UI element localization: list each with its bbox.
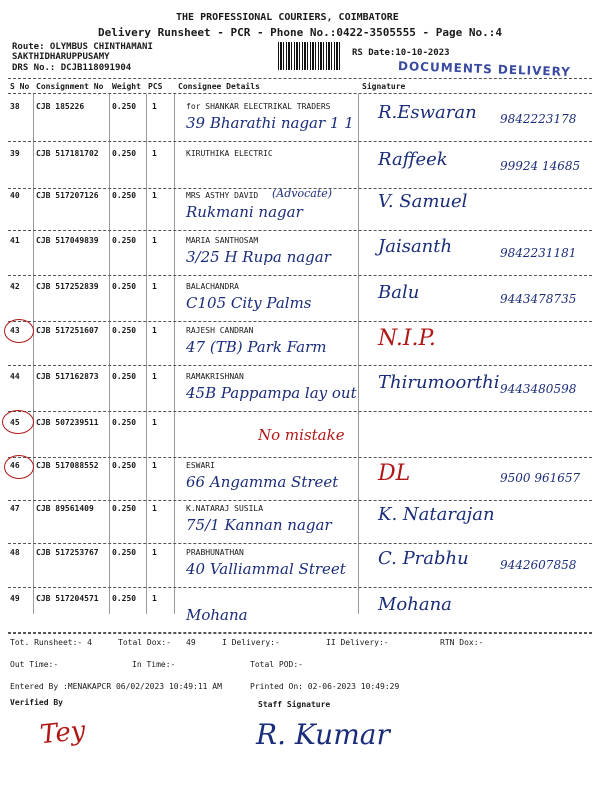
row-signature: V. Samuel — [378, 191, 468, 212]
row-divider — [8, 411, 592, 412]
row-pcs: 1 — [152, 594, 157, 603]
row-weight: 0.250 — [112, 326, 137, 335]
staff-signature-label: Staff Signature — [258, 700, 331, 709]
barcode-image — [278, 42, 342, 70]
row-weight: 0.250 — [112, 102, 137, 111]
row-sno: 44 — [10, 372, 20, 381]
col-divider — [146, 94, 147, 614]
row-address-handwritten: Mohana — [186, 606, 248, 624]
company-title: THE PROFESSIONAL COURIERS, COIMBATORE — [176, 12, 399, 23]
row-address-handwritten: 75/1 Kannan nagar — [186, 516, 332, 534]
staff-signature: R. Kumar — [256, 718, 390, 751]
row-weight: 0.250 — [112, 282, 137, 291]
row-weight: 0.250 — [112, 236, 137, 245]
drs-number: DRS No.: DCJB118091904 — [12, 63, 132, 73]
row-divider — [8, 587, 592, 588]
row-signature: R.Eswaran — [378, 102, 477, 123]
row-sno: 43 — [10, 326, 20, 335]
row-weight: 0.250 — [112, 461, 137, 470]
row-pcs: 1 — [152, 102, 157, 111]
row-divider — [8, 230, 592, 231]
row-address-handwritten: 40 Valliammal Street — [186, 560, 346, 578]
row-phone-handwritten: 9442607858 — [500, 558, 577, 572]
verified-by: Verified By — [10, 698, 63, 707]
row-sno: 41 — [10, 236, 20, 245]
row-pcs: 1 — [152, 282, 157, 291]
total-dox-value: 49 — [186, 638, 196, 647]
row-sno: 42 — [10, 282, 20, 291]
row-weight: 0.250 — [112, 149, 137, 158]
row-pcs: 1 — [152, 149, 157, 158]
row-signature: DL — [378, 461, 411, 486]
row-weight: 0.250 — [112, 372, 137, 381]
row-weight: 0.250 — [112, 548, 137, 557]
row-sno: 49 — [10, 594, 20, 603]
row-address-handwritten: 39 Bharathi nagar 1 1 — [186, 114, 354, 132]
col-divider — [109, 94, 110, 614]
route-label: Route: OLYMBUS CHINTHAMANI — [12, 42, 153, 52]
row-consignee-name: KIRUTHIKA ELECTRIC — [186, 149, 273, 158]
row-signature: Mohana — [378, 594, 452, 615]
row-consignment-no: CJB 517204571 — [36, 594, 99, 603]
row-signature: K. Natarajan — [378, 504, 495, 525]
row-phone-handwritten: 99924 14685 — [500, 159, 581, 173]
row-signature: N.I.P. — [378, 326, 436, 351]
row-consignment-no: CJB 517088552 — [36, 461, 99, 470]
printed-on: Printed On: 02-06-2023 10:49:29 — [250, 682, 400, 691]
verifier-signature: Tey — [38, 715, 87, 751]
footer-rule — [8, 632, 592, 633]
documents-delivery-stamp: DOCUMENTS DELIVERY — [397, 58, 572, 80]
row-consignee-note: (Advocate) — [272, 187, 333, 200]
staff-name: SAKTHIDHARUPPUSAMY — [12, 52, 110, 62]
row-phone-handwritten: 9500 961657 — [500, 471, 581, 485]
row-signature: C. Prabhu — [378, 548, 469, 569]
row-pcs: 1 — [152, 326, 157, 335]
row-consignment-no: CJB 517181702 — [36, 149, 99, 158]
col-divider — [174, 94, 175, 614]
col-consignment: Consignment No — [36, 82, 104, 91]
row-consignment-no: CJB 517251607 — [36, 326, 99, 335]
row-consignment-no: CJB 517252839 — [36, 282, 99, 291]
entered-by: Entered By :MENAKAPCR 06/02/2023 10:49:11 AM — [10, 682, 222, 691]
row-divider — [8, 141, 592, 142]
row-pcs: 1 — [152, 418, 157, 427]
row-consignment-no: CJB 517253767 — [36, 548, 99, 557]
row-weight: 0.250 — [112, 191, 137, 200]
row-address-handwritten: C105 City Palms — [186, 294, 312, 312]
row-consignee-name: PRABHUNATHAN — [186, 548, 244, 557]
row-pcs: 1 — [152, 504, 157, 513]
row-consignee-name: MARIA SANTHOSAM — [186, 236, 259, 245]
row-signature: Thirumoorthi — [378, 372, 500, 393]
out-time: Out Time:- — [10, 660, 59, 669]
row-consignment-no: CJB 507239511 — [36, 418, 99, 427]
row-consignee-name: RAMAKRISHNAN — [186, 372, 244, 381]
row-consignee-name: K.NATARAJ SUSILA — [186, 504, 264, 513]
row-address-handwritten: 3/25 H Rupa nagar — [186, 248, 331, 266]
row-consignee-name: ESWARI — [186, 461, 215, 470]
row-signature: Jaisanth — [378, 236, 453, 257]
row-43-circle-mark — [4, 319, 34, 343]
total-pod: Total POD:- — [250, 660, 303, 669]
row-signature: Balu — [378, 282, 420, 303]
row-phone-handwritten: 9842231181 — [500, 246, 577, 260]
row-sno: 38 — [10, 102, 20, 111]
row-phone-handwritten: 9842223178 — [500, 112, 577, 126]
row-address-handwritten: Rukmani nagar — [186, 203, 303, 221]
row-phone-handwritten: 9443480598 — [500, 382, 577, 396]
row-consignee-name: BALACHANDRA — [186, 282, 239, 291]
row-pcs: 1 — [152, 461, 157, 470]
row-consignment-no: CJB 517049839 — [36, 236, 99, 245]
row-sno: 40 — [10, 191, 20, 200]
row-consignee-name: MRS ASTHY DAVID — [186, 191, 259, 200]
row-divider — [8, 275, 592, 276]
total-dox-label: Total Dox:- — [118, 638, 171, 647]
i-delivery: I Delivery:- — [222, 638, 280, 647]
tot-runsheet: Tot. Runsheet:- 4 — [10, 638, 92, 647]
row-divider — [8, 365, 592, 366]
row-phone-handwritten: 9443478735 — [500, 292, 577, 306]
row-pcs: 1 — [152, 236, 157, 245]
row-consignee-name: for SHANKAR ELECTRIKAL TRADERS — [186, 102, 331, 111]
row-pcs: 1 — [152, 372, 157, 381]
col-pcs: PCS — [148, 82, 163, 91]
row-address-handwritten: 47 (TB) Park Farm — [186, 338, 327, 356]
row-sno: 48 — [10, 548, 20, 557]
col-sno: S No — [10, 82, 30, 91]
row-46-circle-mark — [4, 455, 34, 479]
ii-delivery: II Delivery:- — [326, 638, 389, 647]
col-weight: Weight — [112, 82, 141, 91]
row-pcs: 1 — [152, 191, 157, 200]
row-weight: 0.250 — [112, 504, 137, 513]
row-sno: 39 — [10, 149, 20, 158]
header-rule-bottom — [8, 93, 592, 94]
row-divider — [8, 457, 592, 458]
col-divider — [33, 94, 34, 614]
row-sno: 45 — [10, 418, 20, 427]
row-note-handwritten: No mistake — [258, 426, 345, 444]
row-signature: Raffeek — [378, 149, 448, 170]
row-weight: 0.250 — [112, 418, 137, 427]
in-time: In Time:- — [132, 660, 176, 669]
row-divider — [8, 633, 592, 634]
col-consignee: Consignee Details — [178, 82, 260, 91]
row-pcs: 1 — [152, 548, 157, 557]
row-divider — [8, 321, 592, 322]
header-rule-top — [8, 78, 592, 79]
rtn-dox: RTN Dox:- — [440, 638, 484, 647]
row-divider — [8, 543, 592, 544]
rs-date: RS Date:10-10-2023 — [352, 48, 450, 58]
row-address-handwritten: 45B Pappampa lay out — [186, 384, 357, 402]
row-consignment-no: CJB 517162873 — [36, 372, 99, 381]
row-sno: 46 — [10, 461, 20, 470]
row-45-circle-mark — [2, 410, 34, 434]
row-consignment-no: CJB 185226 — [36, 102, 85, 111]
runsheet-title: Delivery Runsheet - PCR - Phone No.:0422-3505555 - Page No.:4 — [98, 26, 502, 39]
row-divider — [8, 500, 592, 501]
col-signature: Signature — [362, 82, 406, 91]
row-consignment-no: CJB 517207126 — [36, 191, 99, 200]
row-consignment-no: CJB 89561409 — [36, 504, 94, 513]
row-address-handwritten: 66 Angamma Street — [186, 473, 339, 491]
row-weight: 0.250 — [112, 594, 137, 603]
row-consignee-name: RAJESH CANDRAN — [186, 326, 254, 335]
col-divider — [358, 94, 359, 614]
row-sno: 47 — [10, 504, 20, 513]
